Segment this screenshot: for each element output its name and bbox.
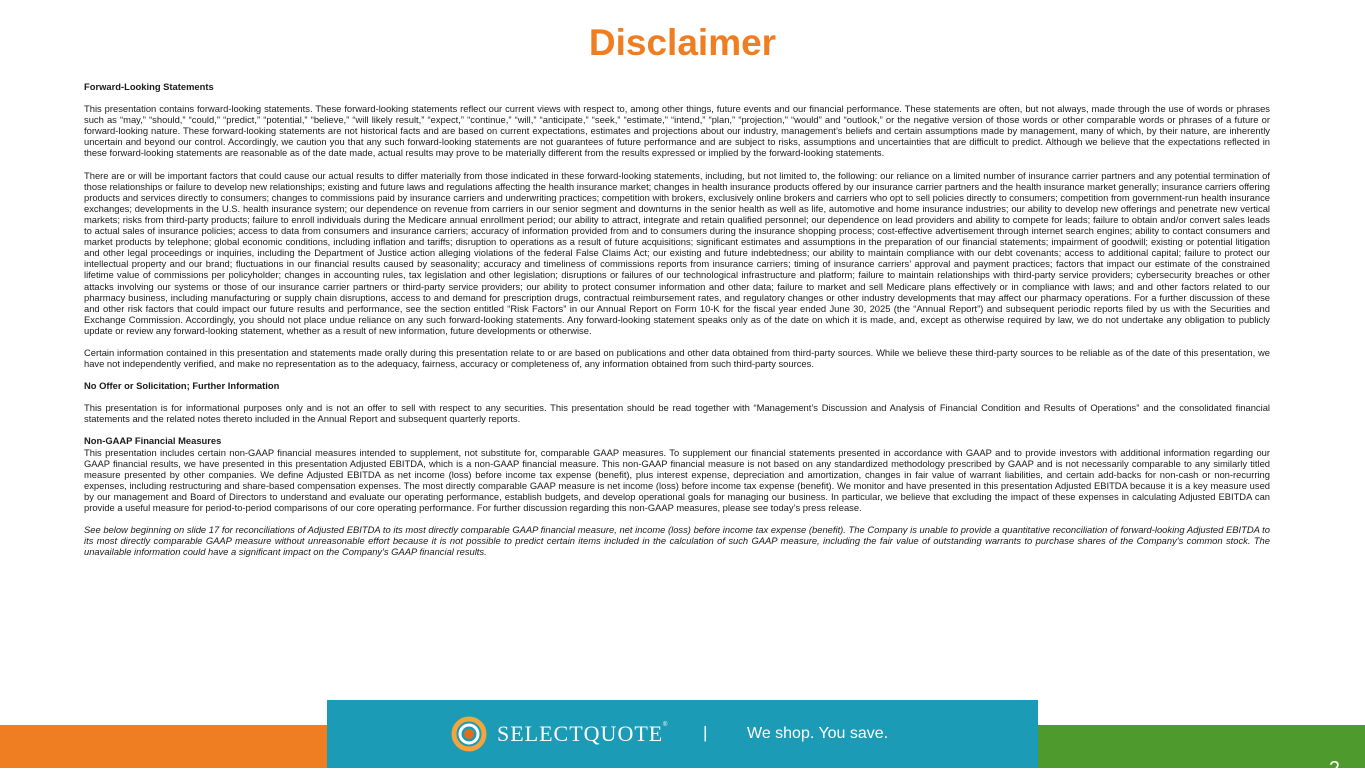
footer-brand-panel <box>327 700 1038 768</box>
forward-looking-paragraph-2: There are or will be important factors that could cause our actual results to differ materially from those indicated in these forward-looking statements, including, but not limited to, the following: our reliance on a limited number of insurance carrier partners and any potential termination of those relationships or failure to develop new relationships; existing and future laws and regulations affecting the health insurance market; changes in health insurance products offered by our insurance carrier partners and the health insurance market generally; insurance carriers offering products and services directly to consumers; changes to commissions paid by insurance carriers and underwriting practices; competition with brokers, exclusively online brokers and carriers who opt to sell policies directly to consumers; competition from government-run health insurance exchanges; developments in the U.S. health insurance system; our dependence on revenue from carriers in our senior segment and downturns in the senior health as well as life, automotive and home insurance industries; our ability to develop new offerings and penetrate new vertical markets; risks from third-party products; failure to enroll individuals during the Medicare annual enrollment period; our ability to attract, integrate and retain qualified personnel; our dependence on lead providers and ability to compete for leads; failure to obtain and/or convert sales leads to actual sales of insurance policies; access to data from consumers and insurance carriers; accuracy of information provided from and to consumers during the insurance shopping process; cost-effective advertisement through internet search engines; ability to contact consumers and market products by telephone; global economic conditions, including inflation and tariffs; disruption to operations as a result of future acquisitions; significant estimates and assumptions in the preparation of our financial statements; impairment of goodwill; existing or potential litigation and other legal proceedings or inquiries, including the Department of Justice action alleging violations of the federal False Claims Act; our existing and future indebtedness; our ability to maintain compliance with our debt covenants; access to additional capital; failure to protect our intellectual property and our brand; fluctuations in our financial results caused by seasonality; accuracy and timeliness of commissions reports from insurance carriers; timing of insurance carriers’ approval and payment practices; factors that impact our estimate of the constrained lifetime value of commissions per policyholder; changes in accounting rules, tax legislation and other legislation; disruptions or failures of our technological infrastructure and platform; failure to maintain relationships with third-party service providers; cybersecurity breaches or other attacks involving our systems or those of our insurance carrier partners or third-party service providers; our ability to protect consumer information and other data; failure to market and sell Medicare plans effectively or in compliance with laws; and and other factors related to our pharmacy business, including manufacturing or supply chain disruptions, access to and demand for prescription drugs, contractual reimbursement rates, and regulatory changes or other industry developments that may affect our pharmacy operations. For a further discussion of these and other risk factors that could impact our future results and performance, see the section entitled “Risk Factors” in our Annual Report on Form 10-K for the fiscal year ended June 30, 2025 (the “Annual Report”) and subsequent periodic reports filed by us with the Securities and Exchange Commission. Accordingly, you should not place undue reliance on any such forward-looking statements. Any forward-looking statement speaks only as of the date on which it is made, and, except as otherwise required by law, we do not undertake any obligation to publicly update or review any forward-looking statement, whether as a result of new information, future developments or otherwise. <box>84 169 1270 336</box>
footer-bar <box>0 700 1365 780</box>
disclaimer-body <box>84 81 1270 557</box>
non-gaap-heading: Non-GAAP Financial Measures <box>84 435 222 447</box>
forward-looking-paragraph-3: Certain information contained in this presentation and statements made orally during this presentation relate to or are based on publications and other data obtained from third-party sources. While we believe these third-party sources to be reliable as of the date of this presentation, we have not independently verified, and make no representation as to the adequacy, fairness, accuracy or completeness of, any information obtained from such third-party sources. <box>84 346 1270 370</box>
forward-looking-heading: Forward-Looking Statements <box>84 81 214 92</box>
footer-tagline: We shop. You save. <box>747 725 889 742</box>
footer-divider: | <box>703 723 708 742</box>
non-gaap-reconciliation-note: See below beginning on slide 17 for reconciliations of Adjusted EBITDA to its most directly comparable GAAP financial measure, net income (loss) before income tax expense (benefit). The Company is unable to provide a quantitative reconciliation of forward-looking Adjusted EBITDA to its most directly comparable GAAP measure without unreasonable effort because it is not possible to predict certain items included in the calculation of such GAAP measure, including the fair value of outstanding warrants to purchase shares of the Company's common stock. The unavailable information could have a significant impact on the Company's GAAP financial results. <box>84 524 1270 558</box>
non-gaap-paragraph: This presentation includes certain non-GAAP financial measures intended to supplement, not substitute for, comparable GAAP measures. To supplement our financial statements presented in accordance with GAAP and to provide investors with additional information regarding our GAAP financial results, we have presented in this presentation Adjusted EBITDA, which is a non-GAAP financial measure. This non-GAAP financial measure is not based on any standardized methodology prescribed by GAAP and is not necessarily comparable to any similarly titled measure presented by other companies. We define Adjusted EBITDA as net income (loss) before income tax expense (benefit), plus interest expense, depreciation and amortization, changes in fair value of warrant liabilities, and certain add-backs for non-cash or non-recurring expenses, including restructuring and share-based compensation expenses. The most directly comparable GAAP measure is net income (loss) before income tax expense (benefit). We monitor and have presented in this presentation Adjusted EBITDA because it is a key measure used by our management and Board of Directors to understand and evaluate our operating performance, establish budgets, and develop operational goals for managing our business. In particular, we believe that excluding the impact of these expenses in calculating Adjusted EBITDA can provide a useful measure for period-to-period comparisons of our core operating performance. For further discussion regarding this non-GAAP measures, please see today’s press release. <box>84 446 1270 513</box>
no-offer-paragraph: This presentation is for informational purposes only and is not an offer to sell with respect to any securities. This presentation should be read together with “Management’s Discussion and Analysis of Financial Condition and Results of Operations” and the consolidated financial statements and the related notes thereto included in the Annual Report and subsequent quarterly reports. <box>84 402 1270 425</box>
page-number: 2 <box>1328 758 1340 780</box>
selectquote-logo-icon <box>449 714 489 754</box>
footer-orange-band <box>0 725 330 768</box>
selectquote-wordmark: SELECTQUOTE <box>497 721 664 746</box>
footer-green-band <box>1035 725 1365 780</box>
page-title: Disclaimer <box>588 22 777 63</box>
trademark-symbol: ® <box>663 722 668 728</box>
no-offer-heading: No Offer or Solicitation; Further Information <box>84 380 280 392</box>
forward-looking-paragraph-1: This presentation contains forward-looking statements. These forward-looking statements reflect our current views with respect to, among other things, future events and our financial performance. These statements are often, but not always, made through the use of words or phrases such as “may,” “should,” “could,” “predict,” “potential,” “believe,” “will likely result,” “expect,” “continue,” “will,” “anticipate,” “seek,” “estimate,” “intend,” “plan,” “projection,” “would” and “outlook,” or the negative version of those words or other comparable words or phrases of a future or forward-looking nature. These forward-looking statements are not historical facts and are based on current expectations, estimates and projections about our industry, management’s beliefs and certain assumptions made by management, many of which, by their nature, are inherently uncertain and beyond our control. Accordingly, we caution you that any such forward-looking statements are not guarantees of future performance and are subject to risks, assumptions and uncertainties that are difficult to predict. Although we believe that the expectations reflected in these forward-looking statements are reasonable as of the date made, actual results may prove to be materially different from the results expressed or implied by the forward-looking statements. <box>84 103 1270 159</box>
